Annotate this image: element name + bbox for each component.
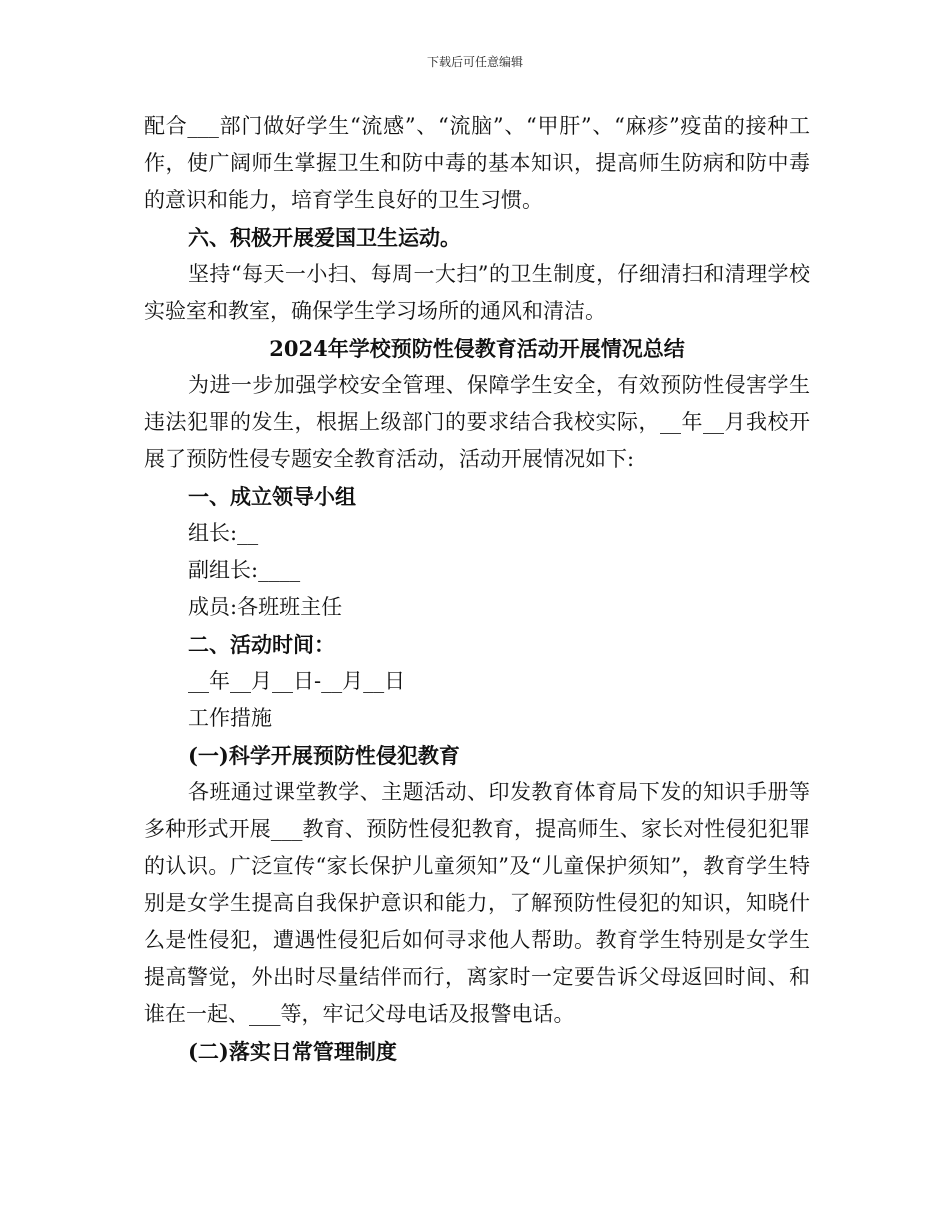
paragraph-cleaning: 坚持“每天一小扫、每周一大扫”的卫生制度，仔细清扫和清理学校实验室和教室，确保学生学习场所的通风和清洁。 [144, 262, 810, 323]
document-body [144, 108, 810, 1070]
section-heading-patriotic-health: 六、积极开展爱国卫生运动。 [188, 225, 461, 250]
activity-date-line: __年__月__日-__月__日 [188, 669, 406, 693]
page-header: 下载后可任意编辑 [426, 55, 523, 69]
paragraph-education-measures: 各班通过课堂教学、主题活动、印发教育体育局下发的知识手册等多种形式开展___教育、预防性侵犯教育，提高师生、家长对性侵犯犯罪的认识。广泛宣传“家长保护儿童须知”及“儿童保护须知”，教育学生特别是女学生提高自我保护意识和能力，了解预防性侵犯的知识，知晓什么是性侵犯，遭遇性侵犯后如何寻求他人帮助。教育学生特别是女学生提高警觉，外出时尽量结伴而行，离家时一定要告诉父母返回时间、和谁在一起、___等，牢记父母电话及报警电话。 [144, 780, 810, 1026]
work-measures-label: 工作措施 [188, 706, 272, 730]
deputy-leader-line: 副组长:____ [188, 558, 301, 582]
section-heading-activity-time: 二、活动时间： [188, 632, 335, 657]
paragraph-vaccination: 配合___部门做好学生“流感”、“流脑”、“甲肝”、“麻疹”疫苗的接种工作，使广阔师生掌握卫生和防中毒的基本知识，提高师生防病和防中毒的意识和能力，培育学生良好的卫生习惯。 [144, 114, 810, 212]
members-line: 成员:各班班主任 [188, 595, 343, 619]
group-leader-line: 组长:__ [188, 521, 259, 545]
subsection-heading-daily-management: (二)落实日常管理制度 [188, 1039, 397, 1064]
document-title: 2024年学校预防性侵教育活动开展情况总结 [269, 336, 685, 361]
section-heading-leadership-group: 一、成立领导小组 [188, 484, 356, 509]
subsection-heading-education: (一)科学开展预防性侵犯教育 [188, 743, 460, 768]
paragraph-introduction: 为进一步加强学校安全管理、保障学生安全，有效预防性侵害学生违法犯罪的发生，根据上级部门的要求结合我校实际，__年__月我校开展了预防性侵专题安全教育活动，活动开展情况如下: [144, 373, 810, 471]
